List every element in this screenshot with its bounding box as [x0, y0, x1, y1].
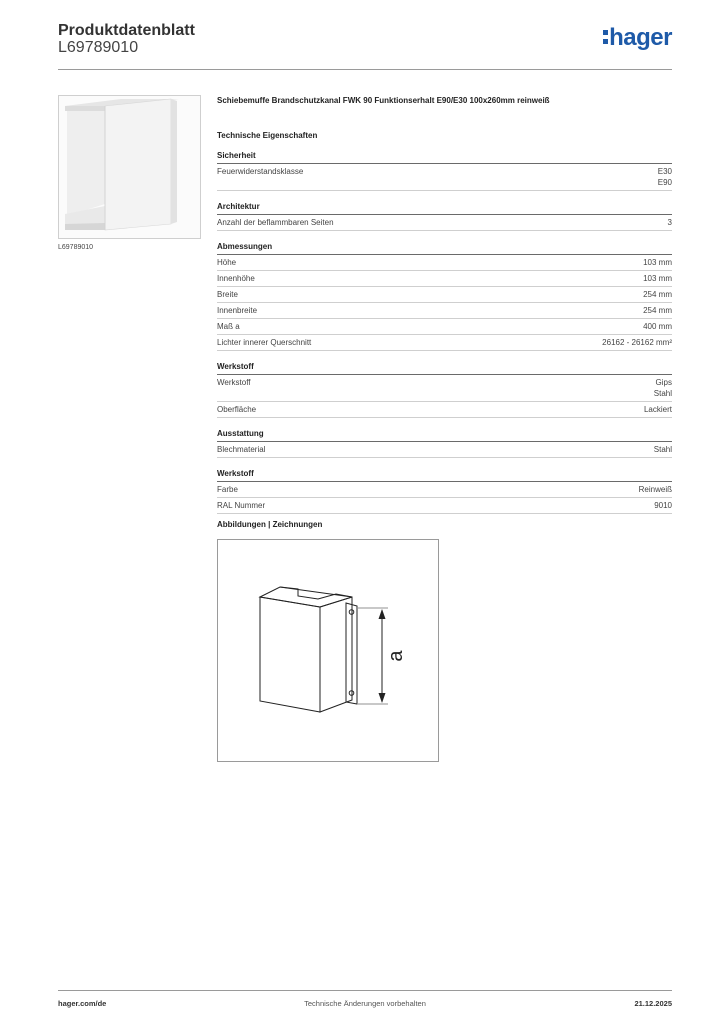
table-row: [217, 442, 672, 458]
group-sicherheit: [217, 151, 672, 191]
footer-date: 21.12.2025: [634, 999, 672, 1008]
product-photo-image: [59, 96, 200, 238]
table-row: [217, 335, 672, 351]
table-row: [217, 482, 672, 498]
row-label: Anzahl der beflammbaren Seiten: [217, 218, 334, 227]
technical-drawing: [217, 539, 439, 762]
table-row: [217, 287, 672, 303]
row-value: 254 mm: [643, 306, 672, 315]
group-title: Ausstattung: [217, 429, 672, 442]
row-label: Blechmaterial: [217, 445, 266, 454]
row-value: 103 mm: [643, 258, 672, 267]
row-label: Werkstoff: [217, 378, 251, 387]
row-label: Innenhöhe: [217, 274, 255, 283]
row-value: 9010: [654, 501, 672, 510]
table-row: [217, 319, 672, 335]
group-architektur: [217, 202, 672, 231]
table-row: [217, 375, 672, 402]
row-value: 26162 - 26162 mm²: [602, 338, 672, 347]
logo-dots-icon: [603, 30, 608, 44]
dimension-label: a: [385, 650, 407, 662]
document-title: Produktdatenblatt: [58, 22, 195, 39]
row-value: Gips Stahl: [653, 378, 672, 398]
group-title: Sicherheit: [217, 151, 672, 164]
photo-caption: L69789010: [58, 244, 94, 251]
row-label: Breite: [217, 290, 238, 299]
table-row: [217, 271, 672, 287]
group-title: Werkstoff: [217, 469, 672, 482]
row-value: 254 mm: [643, 290, 672, 299]
row-label: Maß a: [217, 322, 240, 331]
page-header: [58, 20, 672, 70]
group-title: Werkstoff: [217, 362, 672, 375]
row-value: 103 mm: [643, 274, 672, 283]
table-row: [217, 164, 672, 191]
group-title: Architektur: [217, 202, 672, 215]
row-label: Farbe: [217, 485, 238, 494]
section-title: Technische Eigenschaften: [217, 131, 318, 140]
group-werkstoff: [217, 362, 672, 418]
row-label: Innenbreite: [217, 306, 258, 315]
row-label: Oberfläche: [217, 405, 257, 414]
product-photo: [58, 95, 201, 239]
table-row: [217, 255, 672, 271]
technical-drawing-image: [218, 540, 438, 761]
footer-note: Technische Änderungen vorbehalten: [304, 999, 426, 1008]
row-value: 400 mm: [643, 322, 672, 331]
row-value: E30 E90: [657, 167, 672, 187]
row-value: Stahl: [653, 445, 672, 454]
row-label: Feuerwiderstandsklasse: [217, 167, 304, 176]
table-row: [217, 303, 672, 319]
row-label: Höhe: [217, 258, 237, 267]
row-value: Reinweiß: [638, 485, 672, 494]
row-label: RAL Nummer: [217, 501, 266, 510]
group-title: Abmessungen: [217, 242, 672, 255]
hager-logo: [603, 24, 672, 52]
row-label: Lichter innerer Querschnitt: [217, 338, 312, 347]
logo-text: hager: [609, 24, 672, 51]
footer-website-link[interactable]: hager.com/de: [58, 999, 107, 1008]
product-description: Schiebemuffe Brandschutzkanal FWK 90 Funktionserhalt E90/E30 100x260mm reinweiß: [217, 96, 550, 105]
document-number: L69789010: [58, 39, 139, 56]
row-value: Lackiert: [643, 405, 672, 414]
page-footer: [58, 990, 672, 1014]
row-value: 3: [667, 218, 672, 227]
table-row: [217, 498, 672, 514]
group-ausstattung: [217, 429, 672, 458]
table-row: [217, 215, 672, 231]
group-werkstoff-farbe: [217, 469, 672, 514]
main-content: [217, 96, 672, 514]
table-row: [217, 402, 672, 418]
drawings-title: Abbildungen | Zeichnungen: [217, 520, 323, 529]
group-abmessungen: [217, 242, 672, 351]
